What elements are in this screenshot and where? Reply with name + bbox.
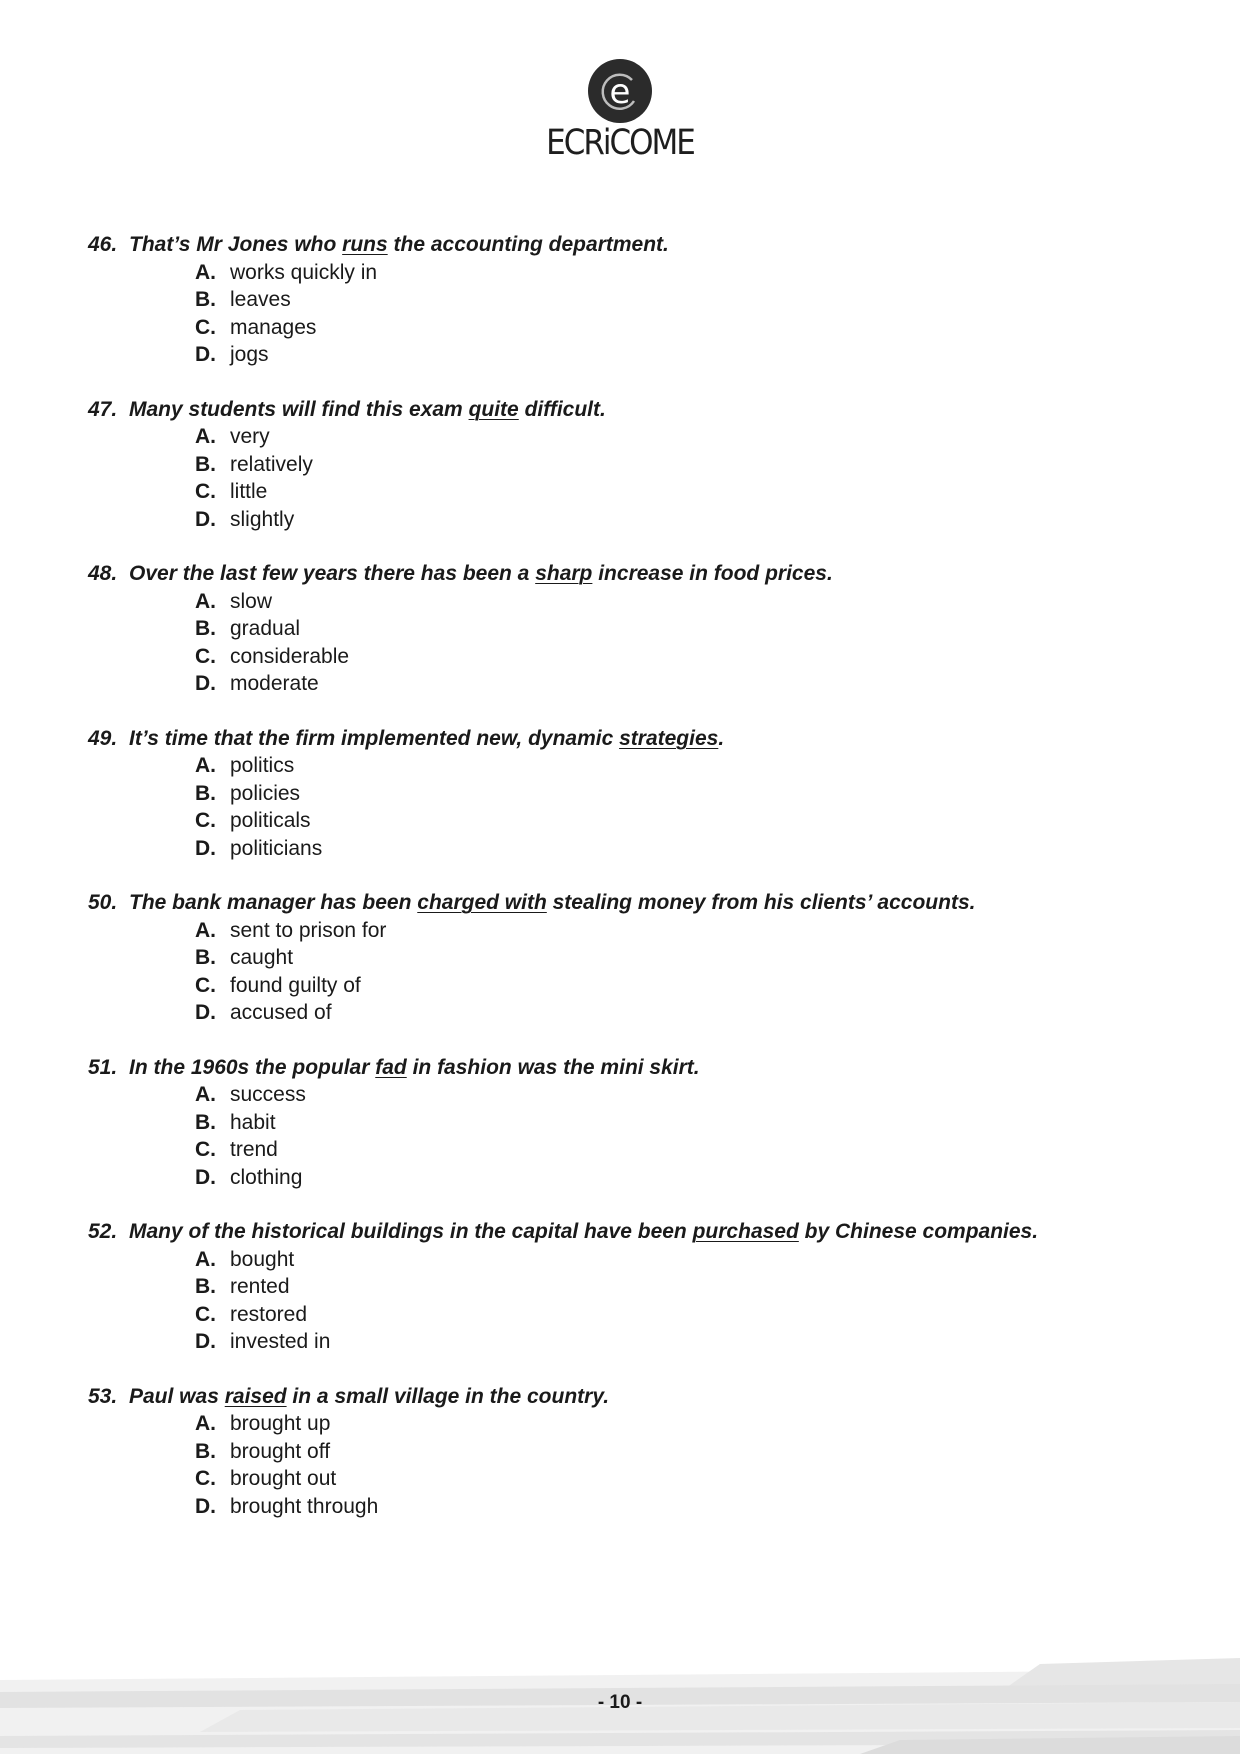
option-d[interactable] (195, 341, 1188, 369)
option-letter: C. (195, 644, 216, 668)
option-letter: D. (195, 343, 216, 366)
option-b[interactable] (195, 944, 1188, 972)
option-letter: A. (195, 589, 216, 613)
option-text: trend (230, 1138, 278, 1161)
option-b[interactable] (195, 286, 1188, 314)
option-text: brought up (230, 1412, 331, 1435)
option-b[interactable] (195, 1273, 1188, 1301)
stem-before: Paul was (129, 1384, 225, 1408)
option-text: slow (230, 589, 273, 613)
option-d[interactable] (195, 670, 1188, 698)
option-list (88, 1246, 1188, 1356)
underlined-term: fad (375, 1055, 407, 1079)
option-letter: A. (195, 1412, 216, 1435)
stem-after: increase in food prices. (592, 562, 833, 585)
question-number: 50. (88, 891, 118, 914)
option-letter: B. (195, 1110, 216, 1134)
question-text (129, 725, 724, 753)
option-letter: B. (195, 1439, 216, 1463)
option-letter: B. (195, 781, 216, 805)
question-number: 49. (88, 726, 118, 750)
option-text: politicians (230, 836, 323, 860)
option-letter: C. (195, 809, 216, 832)
question-text (129, 231, 669, 259)
option-text: works quickly in (230, 260, 378, 284)
option-letter: C. (195, 973, 216, 997)
option-text: leaves (230, 288, 291, 311)
ecricome-e-emblem-icon (587, 58, 653, 124)
option-text: slightly (230, 507, 295, 531)
option-c[interactable] (195, 314, 1188, 342)
option-letter: B. (195, 946, 216, 969)
option-letter: A. (195, 425, 216, 448)
question-stem (88, 396, 1188, 424)
option-c[interactable] (195, 1465, 1188, 1493)
option-text: relatively (230, 452, 313, 476)
stem-before: Many students will find this exam (129, 397, 469, 421)
underlined-term: runs (342, 233, 388, 256)
option-letter: A. (195, 260, 216, 284)
option-a[interactable] (195, 1410, 1188, 1438)
option-text: brought out (230, 1467, 337, 1490)
option-b[interactable] (195, 615, 1188, 643)
stem-after: stealing money from his clients’ accounts. (546, 891, 976, 914)
option-text: accused of (230, 1001, 332, 1024)
option-letter: C. (195, 1467, 216, 1490)
option-text: gradual (230, 617, 301, 640)
option-a[interactable] (195, 752, 1188, 780)
option-d[interactable] (195, 1493, 1188, 1521)
option-text: restored (230, 1302, 308, 1326)
question-number: 48. (88, 562, 118, 585)
option-d[interactable] (195, 835, 1188, 863)
question-number: 52. (88, 1220, 118, 1243)
underlined-term: purchased (692, 1220, 799, 1243)
question-48 (88, 560, 1188, 698)
option-list (88, 1081, 1188, 1191)
option-d[interactable] (195, 1328, 1188, 1356)
option-d[interactable] (195, 999, 1188, 1027)
option-text: bought (230, 1247, 295, 1271)
option-letter: B. (195, 452, 216, 476)
option-text: habit (230, 1110, 276, 1134)
option-a[interactable] (195, 259, 1188, 287)
logo-letter: e (609, 72, 631, 112)
option-list (88, 1410, 1188, 1520)
option-letter: C. (195, 1138, 216, 1161)
stem-before: It’s time that the firm implemented new, dynamic (129, 726, 620, 750)
option-c[interactable] (195, 1301, 1188, 1329)
question-stem (88, 560, 1188, 588)
option-c[interactable] (195, 1136, 1188, 1164)
option-letter: D. (195, 672, 216, 695)
option-text: success (230, 1083, 306, 1106)
stem-before: Over the last few years there has been a (129, 562, 536, 585)
question-text (129, 1383, 609, 1411)
underlined-term: strategies (619, 726, 719, 750)
page-number: - 10 - (597, 1692, 643, 1713)
option-text: considerable (230, 644, 350, 668)
option-d[interactable] (195, 1164, 1188, 1192)
option-letter: A. (195, 754, 216, 777)
option-text: politics (230, 754, 295, 777)
question-text (129, 396, 606, 424)
stem-after: in a small village in the country. (286, 1384, 610, 1408)
option-letter: A. (195, 1247, 216, 1271)
question-52 (88, 1218, 1188, 1356)
underlined-term: charged with (417, 891, 547, 914)
option-letter: A. (195, 918, 216, 942)
option-b[interactable] (195, 1438, 1188, 1466)
question-text (129, 1218, 1038, 1246)
question-text (129, 889, 975, 917)
option-list (88, 588, 1188, 698)
stem-before: In the 1960s the popular (129, 1055, 376, 1079)
option-letter: A. (195, 1083, 216, 1106)
option-text: clothing (230, 1165, 303, 1189)
question-stem (88, 1383, 1188, 1411)
stem-before: That’s Mr Jones who (129, 233, 343, 256)
option-a[interactable] (195, 917, 1188, 945)
question-53 (88, 1383, 1188, 1521)
option-text: rented (230, 1275, 290, 1298)
option-list (88, 752, 1188, 862)
underlined-term: raised (224, 1384, 287, 1408)
option-c[interactable] (195, 972, 1188, 1000)
option-a[interactable] (195, 1081, 1188, 1109)
option-text: jogs (230, 343, 269, 366)
question-stem (88, 1054, 1188, 1082)
question-number: 46. (88, 233, 118, 256)
question-51 (88, 1054, 1188, 1192)
option-b[interactable] (195, 1109, 1188, 1137)
stem-after: by Chinese companies. (798, 1220, 1039, 1243)
stem-before: Many of the historical buildings in the capital have been (129, 1220, 693, 1243)
option-text: brought off (230, 1439, 331, 1463)
option-c[interactable] (195, 643, 1188, 671)
underlined-term: quite (468, 397, 519, 421)
option-letter: C. (195, 1302, 216, 1326)
option-text: policies (230, 781, 301, 805)
option-list (88, 423, 1188, 533)
question-46 (88, 231, 1188, 369)
option-text: brought through (230, 1494, 379, 1518)
question-list (88, 231, 1188, 1547)
option-text: moderate (230, 672, 319, 695)
brand-wordmark: ECRiCOME (546, 122, 694, 164)
option-letter: B. (195, 1275, 216, 1298)
option-b[interactable] (195, 451, 1188, 479)
question-stem (88, 1218, 1188, 1246)
question-number: 47. (88, 397, 118, 421)
question-number: 51. (88, 1055, 118, 1079)
option-c[interactable] (195, 807, 1188, 835)
question-47 (88, 396, 1188, 534)
underlined-term: sharp (535, 562, 593, 585)
question-50 (88, 889, 1188, 1027)
ecricome-logo (0, 58, 1240, 164)
question-49 (88, 725, 1188, 863)
option-letter: D. (195, 507, 216, 531)
option-text: little (230, 480, 268, 503)
stem-before: The bank manager has been (129, 891, 418, 914)
option-letter: C. (195, 315, 216, 339)
option-letter: D. (195, 1330, 216, 1353)
option-letter: D. (195, 1165, 216, 1189)
question-stem (88, 231, 1188, 259)
option-list (88, 259, 1188, 369)
option-text: found guilty of (230, 973, 361, 997)
option-b[interactable] (195, 780, 1188, 808)
stem-after: . (718, 726, 725, 750)
option-letter: D. (195, 836, 216, 860)
stem-after: the accounting department. (387, 233, 669, 256)
stem-after: in fashion was the mini skirt. (406, 1055, 700, 1079)
question-text (129, 1054, 700, 1082)
option-d[interactable] (195, 506, 1188, 534)
option-letter: B. (195, 617, 216, 640)
option-text: manages (230, 315, 317, 339)
option-letter: D. (195, 1494, 216, 1518)
option-text: sent to prison for (230, 918, 387, 942)
option-text: invested in (230, 1330, 331, 1353)
option-c[interactable] (195, 478, 1188, 506)
option-list (88, 917, 1188, 1027)
question-stem (88, 725, 1188, 753)
stem-after: difficult. (518, 397, 606, 421)
option-letter: C. (195, 480, 216, 503)
option-a[interactable] (195, 588, 1188, 616)
option-letter: D. (195, 1001, 216, 1024)
question-number: 53. (88, 1384, 118, 1408)
option-letter: B. (195, 288, 216, 311)
option-text: very (230, 425, 270, 448)
option-a[interactable] (195, 1246, 1188, 1274)
option-text: politicals (230, 809, 311, 832)
question-stem (88, 889, 1188, 917)
option-a[interactable] (195, 423, 1188, 451)
option-text: caught (230, 946, 294, 969)
question-text (129, 560, 833, 588)
